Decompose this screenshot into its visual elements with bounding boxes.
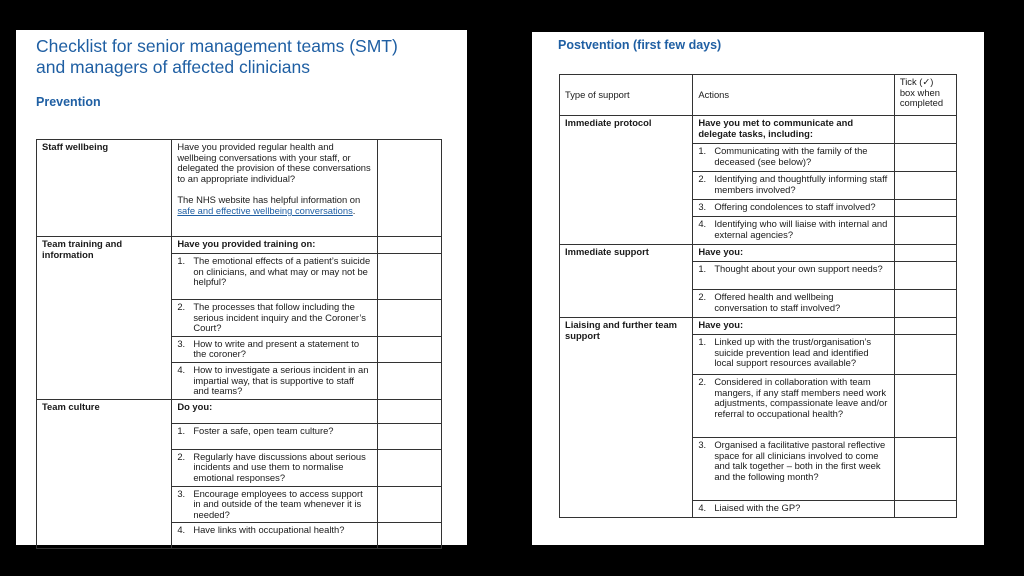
table-row (37, 399, 442, 423)
action-item (693, 290, 895, 318)
action-item (172, 362, 378, 399)
tick-box[interactable] (894, 245, 956, 262)
item-text: Have links with occupational health? (193, 524, 345, 536)
action-item (172, 449, 378, 486)
tick-box[interactable] (377, 486, 441, 523)
action-header: Have you: (693, 318, 895, 335)
tick-box[interactable] (894, 172, 956, 200)
tick-box[interactable] (894, 217, 956, 245)
category-cell: Team training and information (37, 237, 172, 400)
action-header: Have you: (693, 245, 895, 262)
item-text: Identifying and thoughtfully informing staff members involved? (714, 173, 888, 195)
item-number: 4. (177, 524, 186, 536)
action-item (172, 336, 378, 362)
action-item (693, 501, 895, 518)
category-cell: Liaising and further team support (560, 318, 693, 518)
table-row (37, 237, 442, 254)
tick-box[interactable] (894, 501, 956, 518)
item-number: 2. (177, 450, 186, 462)
item-text: Considered in collaboration with team mangers, if any staff members need work adjustments, compassionate leave and/or referral to occupational health? (714, 376, 888, 419)
tick-box[interactable] (377, 523, 441, 549)
item-text: Regularly have discussions about serious incidents and use them to normalise emotional responses? (193, 450, 366, 483)
tick-box[interactable] (377, 362, 441, 399)
item-text: The emotional effects of a patient’s suicide on clinicians, and what may or may not be helpful? (193, 255, 371, 288)
item-number: 4. (698, 502, 707, 513)
wellbeing-conversations-link[interactable]: safe and effective wellbeing conversations (177, 204, 353, 216)
item-text: Foster a safe, open team culture? (193, 424, 334, 436)
item-text: Offered health and wellbeing conversation to staff involved? (714, 291, 841, 313)
item-number: 3. (698, 439, 707, 450)
table-row (560, 245, 957, 262)
action-header: Have you met to communicate and delegate tasks, including: (693, 116, 895, 144)
item-text: Communicating with the family of the deceased (see below)? (714, 145, 868, 167)
tick-box[interactable] (894, 290, 956, 318)
item-number: 4. (177, 363, 186, 375)
tick-box[interactable] (377, 237, 441, 254)
note-prefix: The NHS website has helpful information on (177, 194, 361, 206)
actions-header: Actions (693, 75, 895, 116)
table-row (560, 116, 957, 144)
tick-box[interactable] (377, 140, 441, 237)
wellbeing-question: Have you provided regular health and wellbeing conversations with your staff, or delegated the provision of these conversations to an appropriate individual? (177, 141, 371, 184)
item-number: 1. (698, 263, 707, 274)
action-item (693, 172, 895, 200)
header-row (560, 75, 957, 116)
table-row (37, 140, 442, 237)
category-cell: Immediate support (560, 245, 693, 318)
postvention-table (559, 74, 957, 518)
table-row (560, 318, 957, 335)
item-text: Organised a facilitative pastoral reflective space for all clinicians involved to come and talk together – both in the first week and the following month? (714, 439, 886, 482)
postvention-page (532, 32, 984, 545)
item-number: 2. (698, 376, 707, 387)
note-suffix: . (352, 204, 356, 216)
action-item (693, 200, 895, 217)
action-item (172, 300, 378, 337)
action-item (693, 217, 895, 245)
tick-box[interactable] (894, 262, 956, 290)
action-item (693, 144, 895, 172)
item-text: Offering condolences to staff involved? (714, 201, 876, 212)
nhs-note (177, 195, 372, 216)
item-number: 2. (698, 291, 707, 302)
category-cell: Immediate protocol (560, 116, 693, 245)
item-text: The processes that follow including the serious incident inquiry and the Coroner’s Court? (193, 301, 366, 334)
prevention-table (36, 139, 442, 549)
page-title (36, 36, 467, 78)
tick-box[interactable] (894, 335, 956, 375)
item-text: Identifying who will liaise with internal and external agencies? (714, 218, 888, 240)
postvention-heading: Postvention (first few days) (558, 38, 722, 52)
item-number: 1. (698, 145, 707, 156)
category-cell: Staff wellbeing (37, 140, 172, 237)
item-text: How to investigate a serious incident in an impartial way, that is supportive to staff and teams? (193, 363, 369, 397)
tick-box[interactable] (894, 375, 956, 438)
item-number: 2. (177, 301, 186, 312)
item-number: 3. (698, 201, 707, 212)
tick-box[interactable] (377, 336, 441, 362)
item-text: Liaised with the GP? (714, 502, 801, 513)
item-number: 2. (698, 173, 707, 184)
action-item (172, 423, 378, 449)
tick-box[interactable] (894, 116, 956, 144)
action-item (693, 335, 895, 375)
prevention-heading: Prevention (36, 95, 101, 109)
tick-box[interactable] (894, 438, 956, 501)
tick-box[interactable] (894, 200, 956, 217)
tick-box[interactable] (377, 399, 441, 423)
action-item (693, 438, 895, 501)
tick-box[interactable] (894, 144, 956, 172)
action-header: Have you provided training on: (172, 237, 378, 254)
action-item (172, 523, 378, 549)
title-line-1: Checklist for senior management teams (SMT) (36, 36, 398, 56)
item-number: 1. (698, 336, 707, 347)
action-header: Do you: (172, 399, 378, 423)
item-number: 4. (698, 218, 707, 229)
item-text: Linked up with the trust/organisation’s suicide prevention lead and identified local support resources available? (714, 336, 872, 369)
tick-box[interactable] (377, 423, 441, 449)
tick-box[interactable] (894, 318, 956, 335)
action-item (693, 262, 895, 290)
item-text: Encourage employees to access support in and outside of the team whenever it is needed? (193, 487, 363, 520)
item-number: 3. (177, 337, 186, 349)
title-line-2: and managers of affected clinicians (36, 57, 311, 77)
item-text: How to write and present a statement to the coroner? (193, 337, 360, 360)
tick-header: Tick (✓) box when completed (894, 75, 956, 116)
action-cell (172, 140, 378, 237)
action-item (172, 254, 378, 300)
tick-box[interactable] (377, 449, 441, 486)
tick-box[interactable] (377, 254, 441, 300)
tick-box[interactable] (377, 300, 441, 337)
prevention-page (16, 30, 467, 545)
item-number: 1. (177, 255, 186, 266)
type-of-support-header: Type of support (560, 75, 693, 116)
item-text: Thought about your own support needs? (714, 263, 883, 274)
item-number: 1. (177, 424, 186, 436)
item-number: 3. (177, 487, 186, 499)
category-cell: Team culture (37, 399, 172, 549)
action-item (172, 486, 378, 523)
action-item (693, 375, 895, 438)
